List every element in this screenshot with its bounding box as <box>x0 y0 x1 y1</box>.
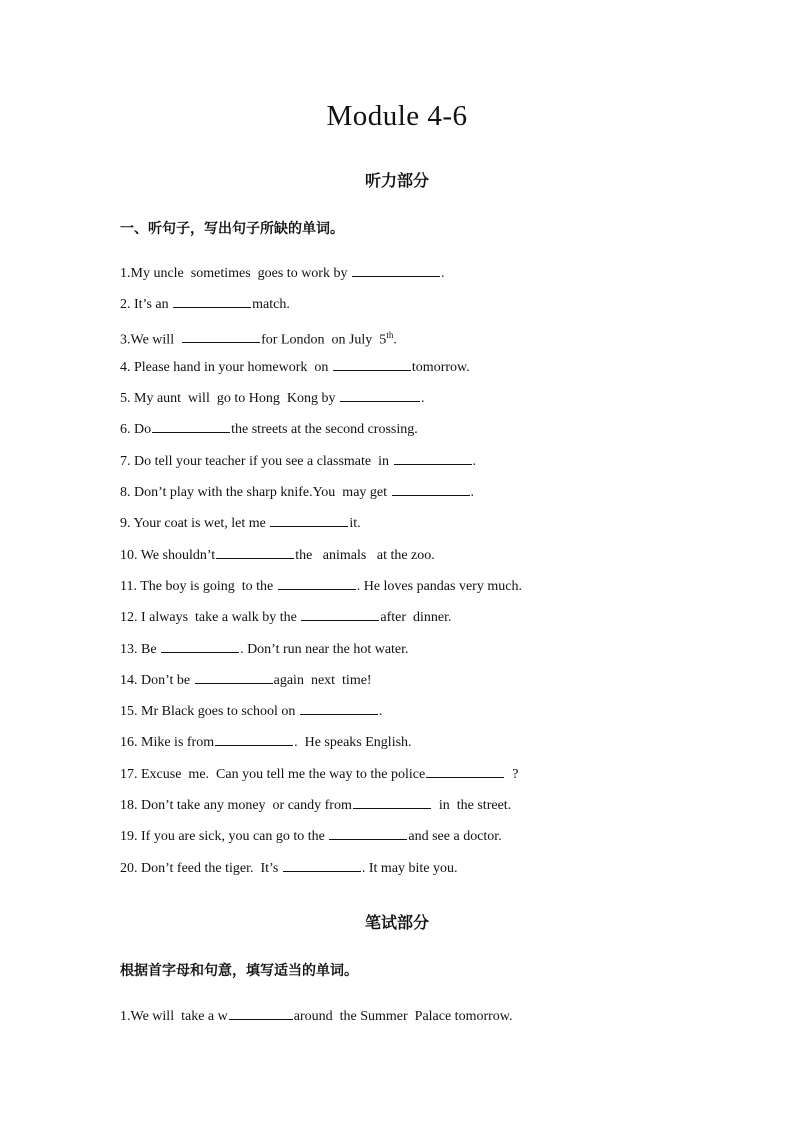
question-text: 8. Don’t play with the sharp knife.You may get <box>120 485 391 501</box>
listening-question-list <box>120 262 680 888</box>
question-text: the streets at the second crossing. <box>231 422 418 438</box>
question-text: 7. Do tell your teacher if you see a classmate in <box>120 453 393 469</box>
question-text: . He speaks English. <box>294 735 412 751</box>
question-text: tomorrow. <box>411 359 470 375</box>
question-item <box>120 638 680 669</box>
answer-blank[interactable] <box>301 606 379 621</box>
listening-section-heading: 听力部分 <box>364 171 429 190</box>
question-text: 6. Do <box>120 422 152 438</box>
question-item <box>120 293 680 324</box>
question-text: . <box>470 485 475 501</box>
written-instruction: 根据首字母和句意，填写适当的单词。 <box>120 963 358 979</box>
question-text: 18. Don’t take any money or candy from <box>120 798 352 814</box>
question-item <box>120 387 680 418</box>
question-item <box>120 262 680 293</box>
question-text: 2. It’s an <box>120 297 173 313</box>
question-item <box>120 731 680 762</box>
question-item <box>120 763 680 794</box>
question-text: 3.We will <box>120 332 182 348</box>
question-item <box>120 481 680 512</box>
answer-blank[interactable] <box>278 575 356 590</box>
answer-blank[interactable] <box>426 763 504 778</box>
answer-blank[interactable] <box>195 669 273 684</box>
question-item <box>120 606 680 637</box>
question-text: match. <box>252 297 290 313</box>
answer-blank[interactable] <box>152 418 230 433</box>
question-text: 15. Mr Black goes to school on <box>120 704 299 720</box>
question-text: . <box>472 453 477 469</box>
answer-blank[interactable] <box>215 731 293 746</box>
question-text: in the street. <box>431 798 512 814</box>
question-text: 16. Mike is from <box>120 735 215 751</box>
question-text: the animals at the zoo. <box>295 547 435 563</box>
question-text: 19. If you are sick, you can go to the <box>120 829 329 845</box>
question-text: 1.My uncle sometimes goes to work by <box>120 266 351 281</box>
answer-blank[interactable] <box>394 450 472 465</box>
answer-blank[interactable] <box>270 512 348 527</box>
answer-blank[interactable] <box>340 387 420 402</box>
question-text: . Don’t run near the hot water. <box>240 641 409 657</box>
answer-blank[interactable] <box>216 544 294 559</box>
question-text: ? <box>505 766 519 782</box>
question-text: 12. I always take a walk by the <box>120 610 301 626</box>
answer-blank[interactable] <box>353 794 431 809</box>
answer-blank[interactable] <box>182 328 260 343</box>
question-text: after dinner. <box>380 610 452 626</box>
written-section-heading: 笔试部分 <box>364 913 429 932</box>
question-item <box>120 544 680 575</box>
document-title: Module 4-6 <box>326 100 468 132</box>
question-item <box>120 669 680 700</box>
answer-blank[interactable] <box>352 262 440 277</box>
question-item <box>120 356 680 387</box>
question-text: 4. Please hand in your homework on <box>120 359 332 375</box>
written-question-list <box>120 1005 680 1036</box>
question-text: . <box>378 704 383 720</box>
question-text: 13. Be <box>120 641 161 657</box>
question-item <box>120 825 680 856</box>
ordinal-suffix: th <box>386 329 394 340</box>
question-text: and see a doctor. <box>408 829 502 845</box>
question-text: for London on July 5 <box>261 332 387 348</box>
question-text: . <box>420 391 425 407</box>
question-text: 10. We shouldn’t <box>120 547 216 563</box>
question-text: . <box>393 332 397 348</box>
question-item <box>120 418 680 449</box>
listening-instruction: 一、听句子，写出句子所缺的单词。 <box>120 221 344 237</box>
question-text: . <box>440 266 445 281</box>
question-text: 14. Don’t be <box>120 672 194 688</box>
question-text: again next time! <box>273 672 372 688</box>
question-item <box>120 450 680 481</box>
question-text: around the Summer Palace tomorrow. <box>293 1009 513 1024</box>
question-text: 5. My aunt will go to Hong Kong by <box>120 391 339 407</box>
question-text: . He loves pandas very much. <box>356 578 522 594</box>
question-text: 1.We will take a w <box>120 1009 228 1024</box>
answer-blank[interactable] <box>392 481 470 496</box>
question-text: 20. Don’t feed the tiger. It’s <box>120 860 282 876</box>
answer-blank[interactable] <box>300 700 378 715</box>
question-item <box>120 700 680 731</box>
question-text: . It may bite you. <box>361 860 458 876</box>
question-text: 11. The boy is going to the <box>120 578 277 594</box>
question-text: it. <box>349 516 361 532</box>
question-text: 17. Excuse me. Can you tell me the way to the police <box>120 766 426 782</box>
answer-blank[interactable] <box>161 638 239 653</box>
question-item <box>120 575 680 606</box>
answer-blank[interactable] <box>173 293 251 308</box>
question-item <box>120 794 680 825</box>
question-item <box>120 512 680 543</box>
answer-blank[interactable] <box>283 857 361 872</box>
question-item <box>120 1005 680 1036</box>
answer-blank[interactable] <box>333 356 411 371</box>
question-item <box>120 325 680 356</box>
answer-blank[interactable] <box>229 1005 293 1020</box>
question-item <box>120 857 680 888</box>
question-text: 9. Your coat is wet, let me <box>120 516 270 532</box>
answer-blank[interactable] <box>329 825 407 840</box>
